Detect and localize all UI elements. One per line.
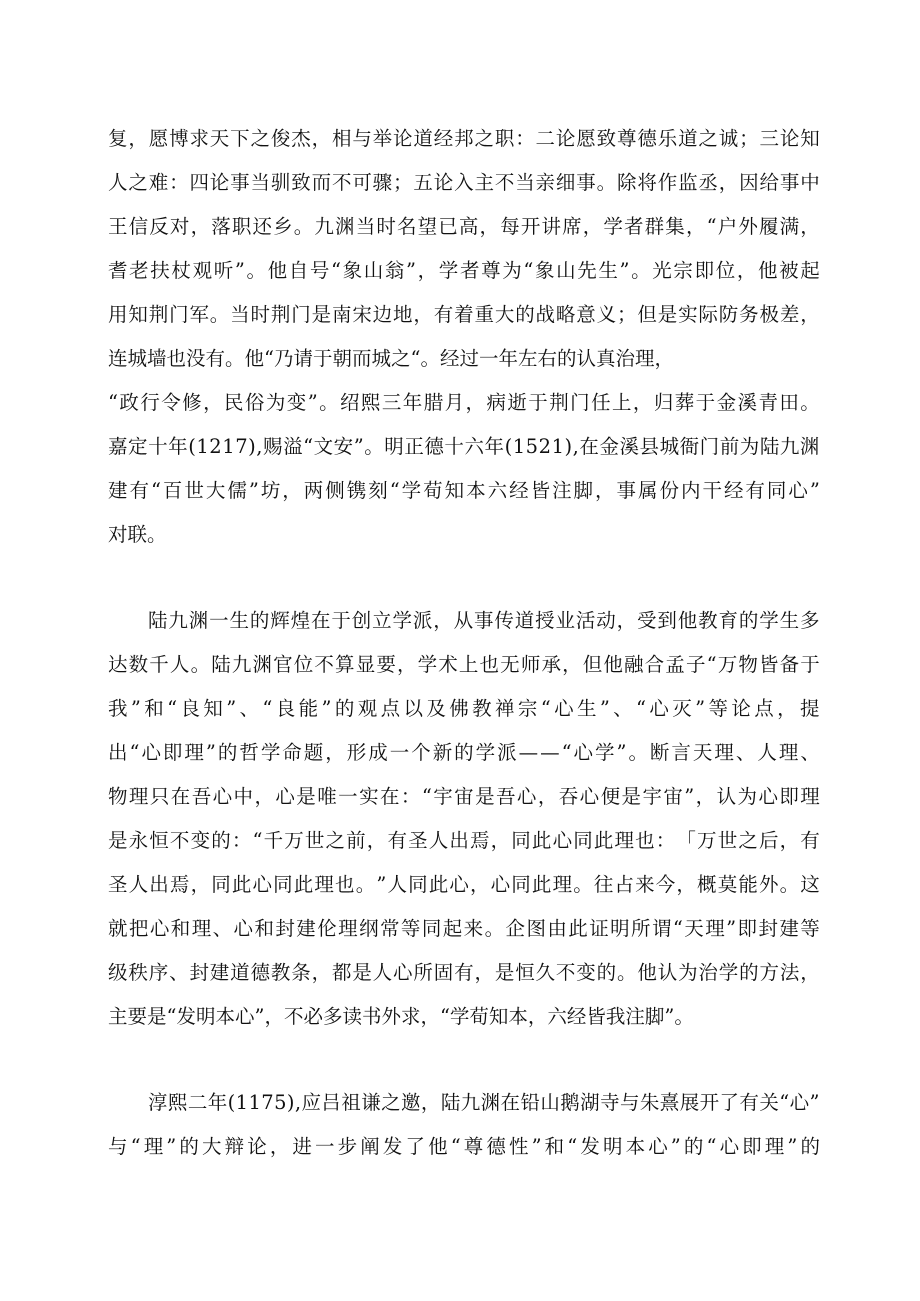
text-line: 建 有 “ 百 世 大 儒 ” 坊 ， 两 侧 镌 刻 “ 学 荀 知 本 六 经 皆 注 脚 ， 事 属 份 内 干 经 有 同 心 ” (108, 479, 820, 502)
line-text: 连城墙也没有。他“乃请于朝而城之“。经过一年左右的认真治理， (108, 347, 674, 370)
text-line: 是 永 恒 不 变 的 ： “ 千 万 世 之 前 ， 有 圣 人 出 焉 ， 同 此 心 同 此 理 也 ： 「 万 世 之 后 ， 有 (108, 829, 820, 852)
text-line: 出 “ 心 即 理 ” 的 哲 学 命 题 ， 形 成 一 个 新 的 学 派 — — “ 心 学 ” 。 断 言 天 理 、 人 理 、 (108, 741, 820, 764)
text-line: 陆 九 渊 一 生 的 辉 煌 在 于 创 立 学 派 ， 从 事 传 道 授 业 活 动 ， 受 到 他 教 育 的 学 生 多 (148, 609, 820, 632)
line-text: 对联。 (108, 523, 167, 546)
text-line (108, 345, 820, 373)
text-line (108, 521, 820, 549)
text-line: 淳 熙 二 年 ( 1 1 7 5 ) , 应 吕 祖 谦 之 邀 ， 陆 九 渊 在 铅 山 鹅 湖 寺 与 朱 熹 展 开 了 有 关 “ 心 ” (148, 1091, 820, 1114)
text-line: 复 ， 愿 博 求 天 下 之 俊 杰 ， 相 与 举 论 道 经 邦 之 职 ： 二 论 愿 致 尊 德 乐 道 之 诚 ； 三 论 知 (108, 127, 820, 150)
text-line: 就 把 心 和 理 、 心 和 封 建 伦 理 纲 常 等 同 起 来 。 企 图 由 此 证 明 所 谓 “ 天 理 ” 即 封 建 等 (108, 917, 820, 940)
text-line: 圣 人 出 焉 ， 同 此 心 同 此 理 也 。 ” 人 同 此 心 ， 心 同 此 理 。 往 占 来 今 ， 概 莫 能 外 。 这 (108, 873, 820, 896)
text-line: 与 “ 理 ” 的 大 辩 论 ， 进 一 步 阐 发 了 他 “ 尊 德 性 ” 和 “ 发 明 本 心 ” 的 “ 心 即 理 ” 的 (108, 1135, 820, 1158)
text-line: 达 数 千 人 。 陆 九 渊 官 位 不 算 显 要 ， 学 术 上 也 无 师 承 ， 但 他 融 合 孟 子 “ 万 物 皆 备 于 (108, 653, 820, 676)
text-line: 人 之 难 ： 四 论 事 当 驯 致 而 不 可 骤 ； 五 论 入 主 不 当 亲 细 事 。 除 将 作 监 丞 ， 因 给 事 中 (108, 171, 820, 194)
text-line: 王 信 反 对 ， 落 职 还 乡 。 九 渊 当 时 名 望 已 高 ， 每 开 讲 席 ， 学 者 群 集 ， “ 户 外 履 满 ， (108, 215, 820, 238)
text-line: 耆 老 扶 杖 观 听 ” 。 他 自 号 “ 象 山 翁 ” ， 学 者 尊 为 “ 象 山 先 生 ” 。 光 宗 即 位 ， 他 被 起 (108, 259, 820, 282)
text-line: 用 知 荆 门 军 。 当 时 荆 门 是 南 宋 边 地 ， 有 着 重 大 的 战 略 意 义 ； 但 是 实 际 防 务 极 差 ， (108, 303, 820, 326)
text-line: “ 政 行 令 修 ， 民 俗 为 变 ” 。 绍 熙 三 年 腊 月 ， 病 逝 于 荆 门 任 上 ， 归 葬 于 金 溪 青 田 。 (108, 391, 820, 414)
text-line: 嘉 定 十 年 ( 1 2 1 7 ) , 赐 溢 “ 文 安 ” 。 明 正 德 十 六 年 ( 1 5 2 1 ) , 在 金 溪 县 城 衙 门 前 为 陆 九 渊 (108, 435, 820, 458)
text-line: 级 秩 序 、 封 建 道 德 教 条 ， 都 是 人 心 所 固 有 ， 是 恒 久 不 变 的 。 他 认 为 治 学 的 方 法 ， (108, 961, 820, 984)
text-line: 物 理 只 在 吾 心 中 ， 心 是 唯 一 实 在 ： “ 宇 宙 是 吾 心 ， 吞 心 便 是 宇 宙 ” ， 认 为 心 即 理 (108, 785, 820, 808)
line-text: 主要是“发明本心”，不必多读书外求，“学荀知本，六经皆我注脚”。 (108, 1005, 694, 1028)
text-line: 我 ” 和 “ 良 知 ” 、 “ 良 能 ” 的 观 点 以 及 佛 教 禅 宗 “ 心 生 ” 、 “ 心 灭 ” 等 论 点 ， 提 (108, 697, 820, 720)
text-line (108, 1003, 820, 1031)
